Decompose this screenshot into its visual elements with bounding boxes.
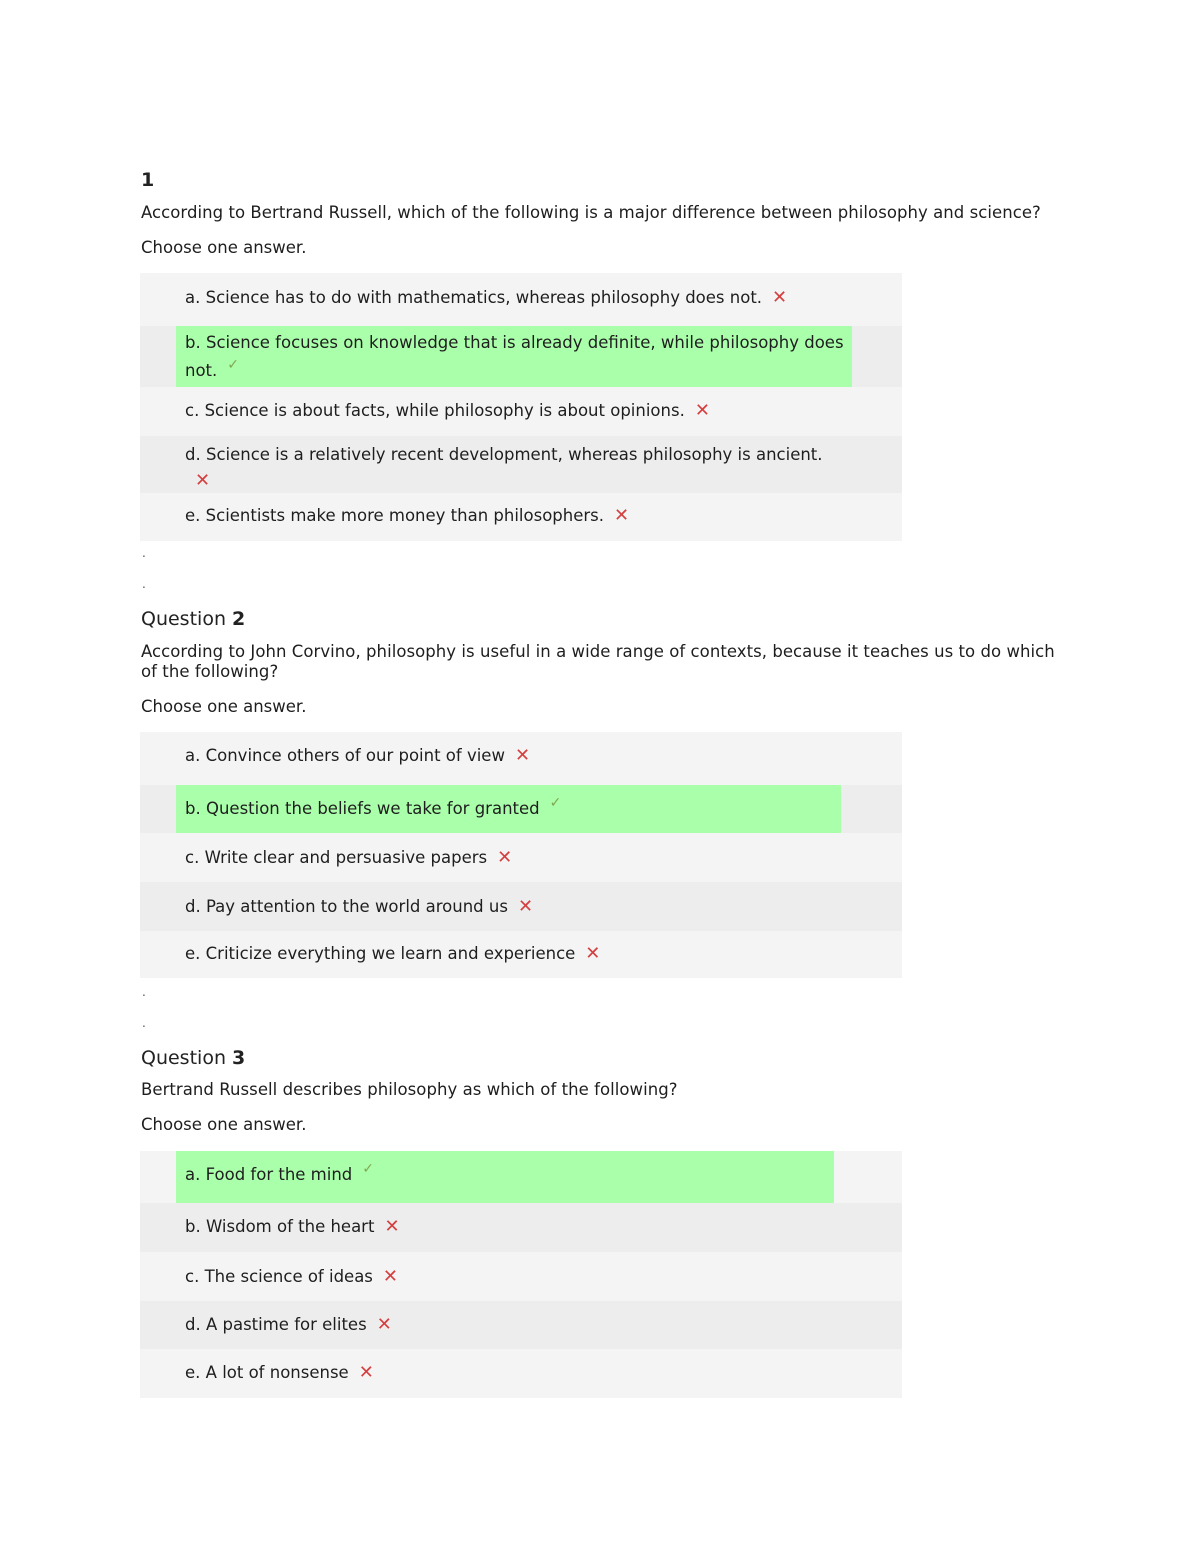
option-letter: d. [185, 1315, 201, 1334]
option-text: Write clear and persuasive papers [204, 848, 488, 867]
question-number: 1 [141, 169, 155, 191]
separator-dot: . [142, 1016, 146, 1030]
answer-option[interactable] [140, 1301, 902, 1349]
check-icon: ✓ [549, 795, 562, 811]
option-text: Food for the mind [205, 1165, 353, 1184]
option-letter: c. [185, 1267, 200, 1286]
question-heading-prefix: Question [141, 1047, 226, 1069]
question-3 [141, 1046, 245, 1070]
answer-option[interactable] [140, 1252, 902, 1301]
answer-list [140, 1151, 902, 1398]
cross-icon: ✕ [497, 847, 513, 868]
cross-icon: ✕ [376, 1314, 392, 1335]
option-text: Criticize everything we learn and experience [205, 944, 576, 963]
separator-dot: . [142, 577, 146, 591]
answer-option[interactable] [140, 1151, 902, 1203]
option-text: Pay attention to the world around us [205, 897, 508, 916]
answer-list [140, 273, 902, 541]
check-icon: ✓ [227, 357, 240, 373]
option-text: Convince others of our point of view [205, 746, 505, 765]
option-text: A pastime for elites [205, 1315, 367, 1334]
option-letter: e. [185, 1363, 201, 1382]
option-letter: a. [185, 288, 201, 307]
question-heading-prefix: Question [141, 608, 226, 630]
question-number: 2 [232, 608, 246, 630]
cross-icon: ✕ [358, 1362, 374, 1383]
option-text: Science has to do with mathematics, whereas philosophy does not. [205, 288, 763, 307]
cross-icon: ✕ [195, 470, 211, 491]
answer-list [140, 732, 902, 978]
option-text: Scientists make more money than philosophers. [205, 506, 605, 525]
option-letter: e. [185, 506, 201, 525]
option-text: A lot of nonsense [205, 1363, 349, 1382]
cross-icon: ✕ [772, 287, 788, 308]
answer-option[interactable] [140, 785, 902, 833]
cross-icon: ✕ [694, 400, 710, 421]
answer-option[interactable] [140, 493, 902, 541]
answer-option[interactable] [140, 436, 902, 493]
answer-option[interactable] [140, 882, 902, 931]
option-letter: c. [185, 848, 200, 867]
answer-option[interactable] [140, 1203, 902, 1252]
answer-option[interactable] [140, 732, 902, 785]
question-heading [141, 168, 154, 192]
separator-dot: . [142, 985, 146, 999]
answer-option[interactable] [140, 931, 902, 978]
option-letter: c. [185, 401, 200, 420]
option-text: Science is about facts, while philosophy is about opinions. [204, 401, 685, 420]
answer-option[interactable] [140, 387, 902, 436]
cross-icon: ✕ [384, 1216, 400, 1237]
option-text: Question the beliefs we take for granted [205, 799, 540, 818]
option-letter: b. [185, 799, 201, 818]
option-letter: b. [185, 1217, 201, 1236]
option-text: Wisdom of the heart [205, 1217, 375, 1236]
choose-prompt: Choose one answer. [141, 1115, 307, 1134]
question-heading [141, 1046, 245, 1070]
option-letter: d. [185, 445, 201, 464]
option-letter: d. [185, 897, 201, 916]
question-1 [141, 168, 154, 192]
question-text: Bertrand Russell describes philosophy as which of the following? [141, 1080, 678, 1099]
option-letter: e. [185, 944, 201, 963]
choose-prompt: Choose one answer. [141, 238, 307, 257]
question-heading [141, 607, 245, 631]
cross-icon: ✕ [585, 943, 601, 964]
question-text: According to John Corvino, philosophy is useful in a wide range of contexts, because it teaches us to do which of the following? [141, 642, 1055, 681]
option-letter: b. [185, 333, 201, 352]
choose-prompt: Choose one answer. [141, 697, 307, 716]
separator-dot: . [142, 546, 146, 560]
question-2 [141, 607, 245, 631]
cross-icon: ✕ [614, 505, 630, 526]
question-number: 3 [232, 1047, 246, 1069]
answer-option[interactable] [140, 273, 902, 326]
check-icon: ✓ [362, 1161, 374, 1177]
answer-option[interactable] [140, 326, 902, 387]
cross-icon: ✕ [514, 745, 531, 766]
option-text: The science of ideas [204, 1267, 373, 1286]
option-letter: a. [185, 746, 201, 765]
cross-icon: ✕ [382, 1266, 398, 1287]
answer-option[interactable] [140, 833, 902, 882]
option-letter: a. [185, 1165, 201, 1184]
option-text: Science is a relatively recent development, whereas philosophy is ancient. [205, 445, 823, 464]
answer-option[interactable] [140, 1349, 902, 1398]
cross-icon: ✕ [517, 896, 534, 917]
question-text: According to Bertrand Russell, which of the following is a major difference between philosophy and science? [141, 203, 1041, 222]
option-text: Science focuses on knowledge that is already definite, while philosophy does not. [185, 333, 844, 380]
